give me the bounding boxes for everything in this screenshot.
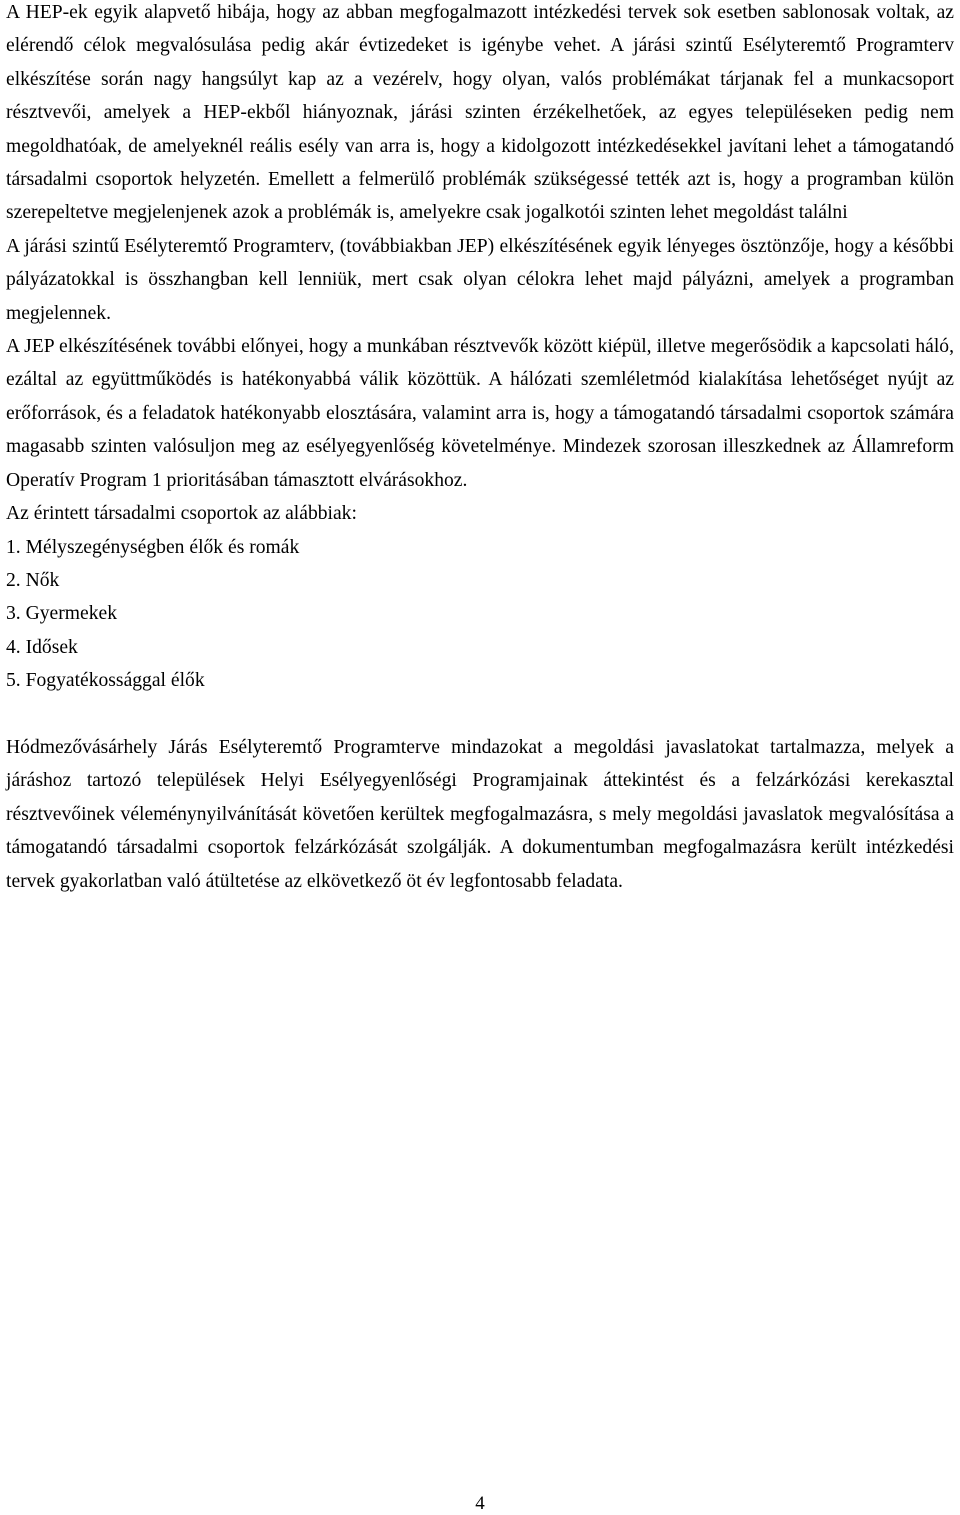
target-groups-list	[6, 531, 954, 698]
paragraph-hep-shortcomings: A HEP-ek egyik alapvető hibája, hogy az abban megfogalmazott intézkedési tervek sok esetben sablonosak voltak, az elérendő célok megvalósulása pedig akár évtizedeket is igénybe vehet. A járási szintű Esélyteremtő Programterv elkészítése során nagy hangsúlyt kap az a vezérelv, hogy olyan, valós problémákat tárjanak fel a munkacsoport résztvevői, amelyek a HEP-ekből hiányoznak, járási szinten érzékelhetőek, az egyes településeken pedig nem megoldhatóak, de amelyeknél reális esély van arra is, hogy a kidolgozott intézkedésekkel javítani lehet a támogatandó társadalmi csoportok helyzetén. Emellett a felmerülő problémák szükségessé tették azt is, hogy a programban külön szerepeltetve megjelenjenek azok a problémák is, amelyekre csak jogalkotói szinten lehet megoldást találni	[6, 2, 954, 224]
document-page	[6, 0, 954, 898]
list-item: 1. Mélyszegénységben élők és romák	[6, 536, 300, 558]
page-number: 4	[475, 1493, 485, 1514]
paragraph-spacer	[6, 698, 954, 731]
paragraph-jep-benefits: A JEP elkészítésének további előnyei, hogy a munkában résztvevők között kiépül, illetve megerősödik a kapcsolati háló, ezáltal az együttműködés is hatékonyabbá válik közöttük. A hálózati szemléletmód kialakítása lehetőséget nyújt az erőforrások, és a feladatok hatékonyabb elosztására, valamint arra is, hogy a támogatandó társadalmi csoportok számára magasabb szinten valósuljon meg az esélyegyenlőség követelménye. Mindezek szorosan illeszkednek az Államreform Operatív Program 1 prioritásában támasztott elvárásokhoz.	[6, 336, 954, 491]
list-item: 3. Gyermekek	[6, 603, 117, 625]
paragraph-groups-intro: Az érintett társadalmi csoportok az alábbiak:	[6, 503, 357, 525]
list-item: 5. Fogyatékossággal élők	[6, 670, 205, 692]
list-item: 4. Idősek	[6, 636, 78, 658]
paragraph-jep-motivation: A járási szintű Esélyteremtő Programterv, (továbbiakban JEP) elkészítésének egyik lényeges ösztönzője, hogy a későbbi pályázatokkal is összhangban kell lenniük, mert csak olyan célokra lehet majd pályázni, amelyek a programban megjelennek.	[6, 235, 954, 324]
list-item: 2. Nők	[6, 569, 60, 591]
paragraph-closing: Hódmezővásárhely Járás Esélyteremtő Programterve mindazokat a megoldási javaslatokat tartalmazza, melyek a járáshoz tartozó települések Helyi Esélyegyenlőségi Programjainak áttekintést és a felzárkózási kerekasztal résztvevőinek véleménynyilvánítását követően kerültek megfogalmazásra, s mely megoldási javaslatok megvalósítása a támogatandó társadalmi csoportok felzárkózását szolgálják. A dokumentumban megfogalmazásra került intézkedési tervek gyakorlatban való átültetése az elkövetkező öt év legfontosabb feladata.	[6, 736, 954, 892]
